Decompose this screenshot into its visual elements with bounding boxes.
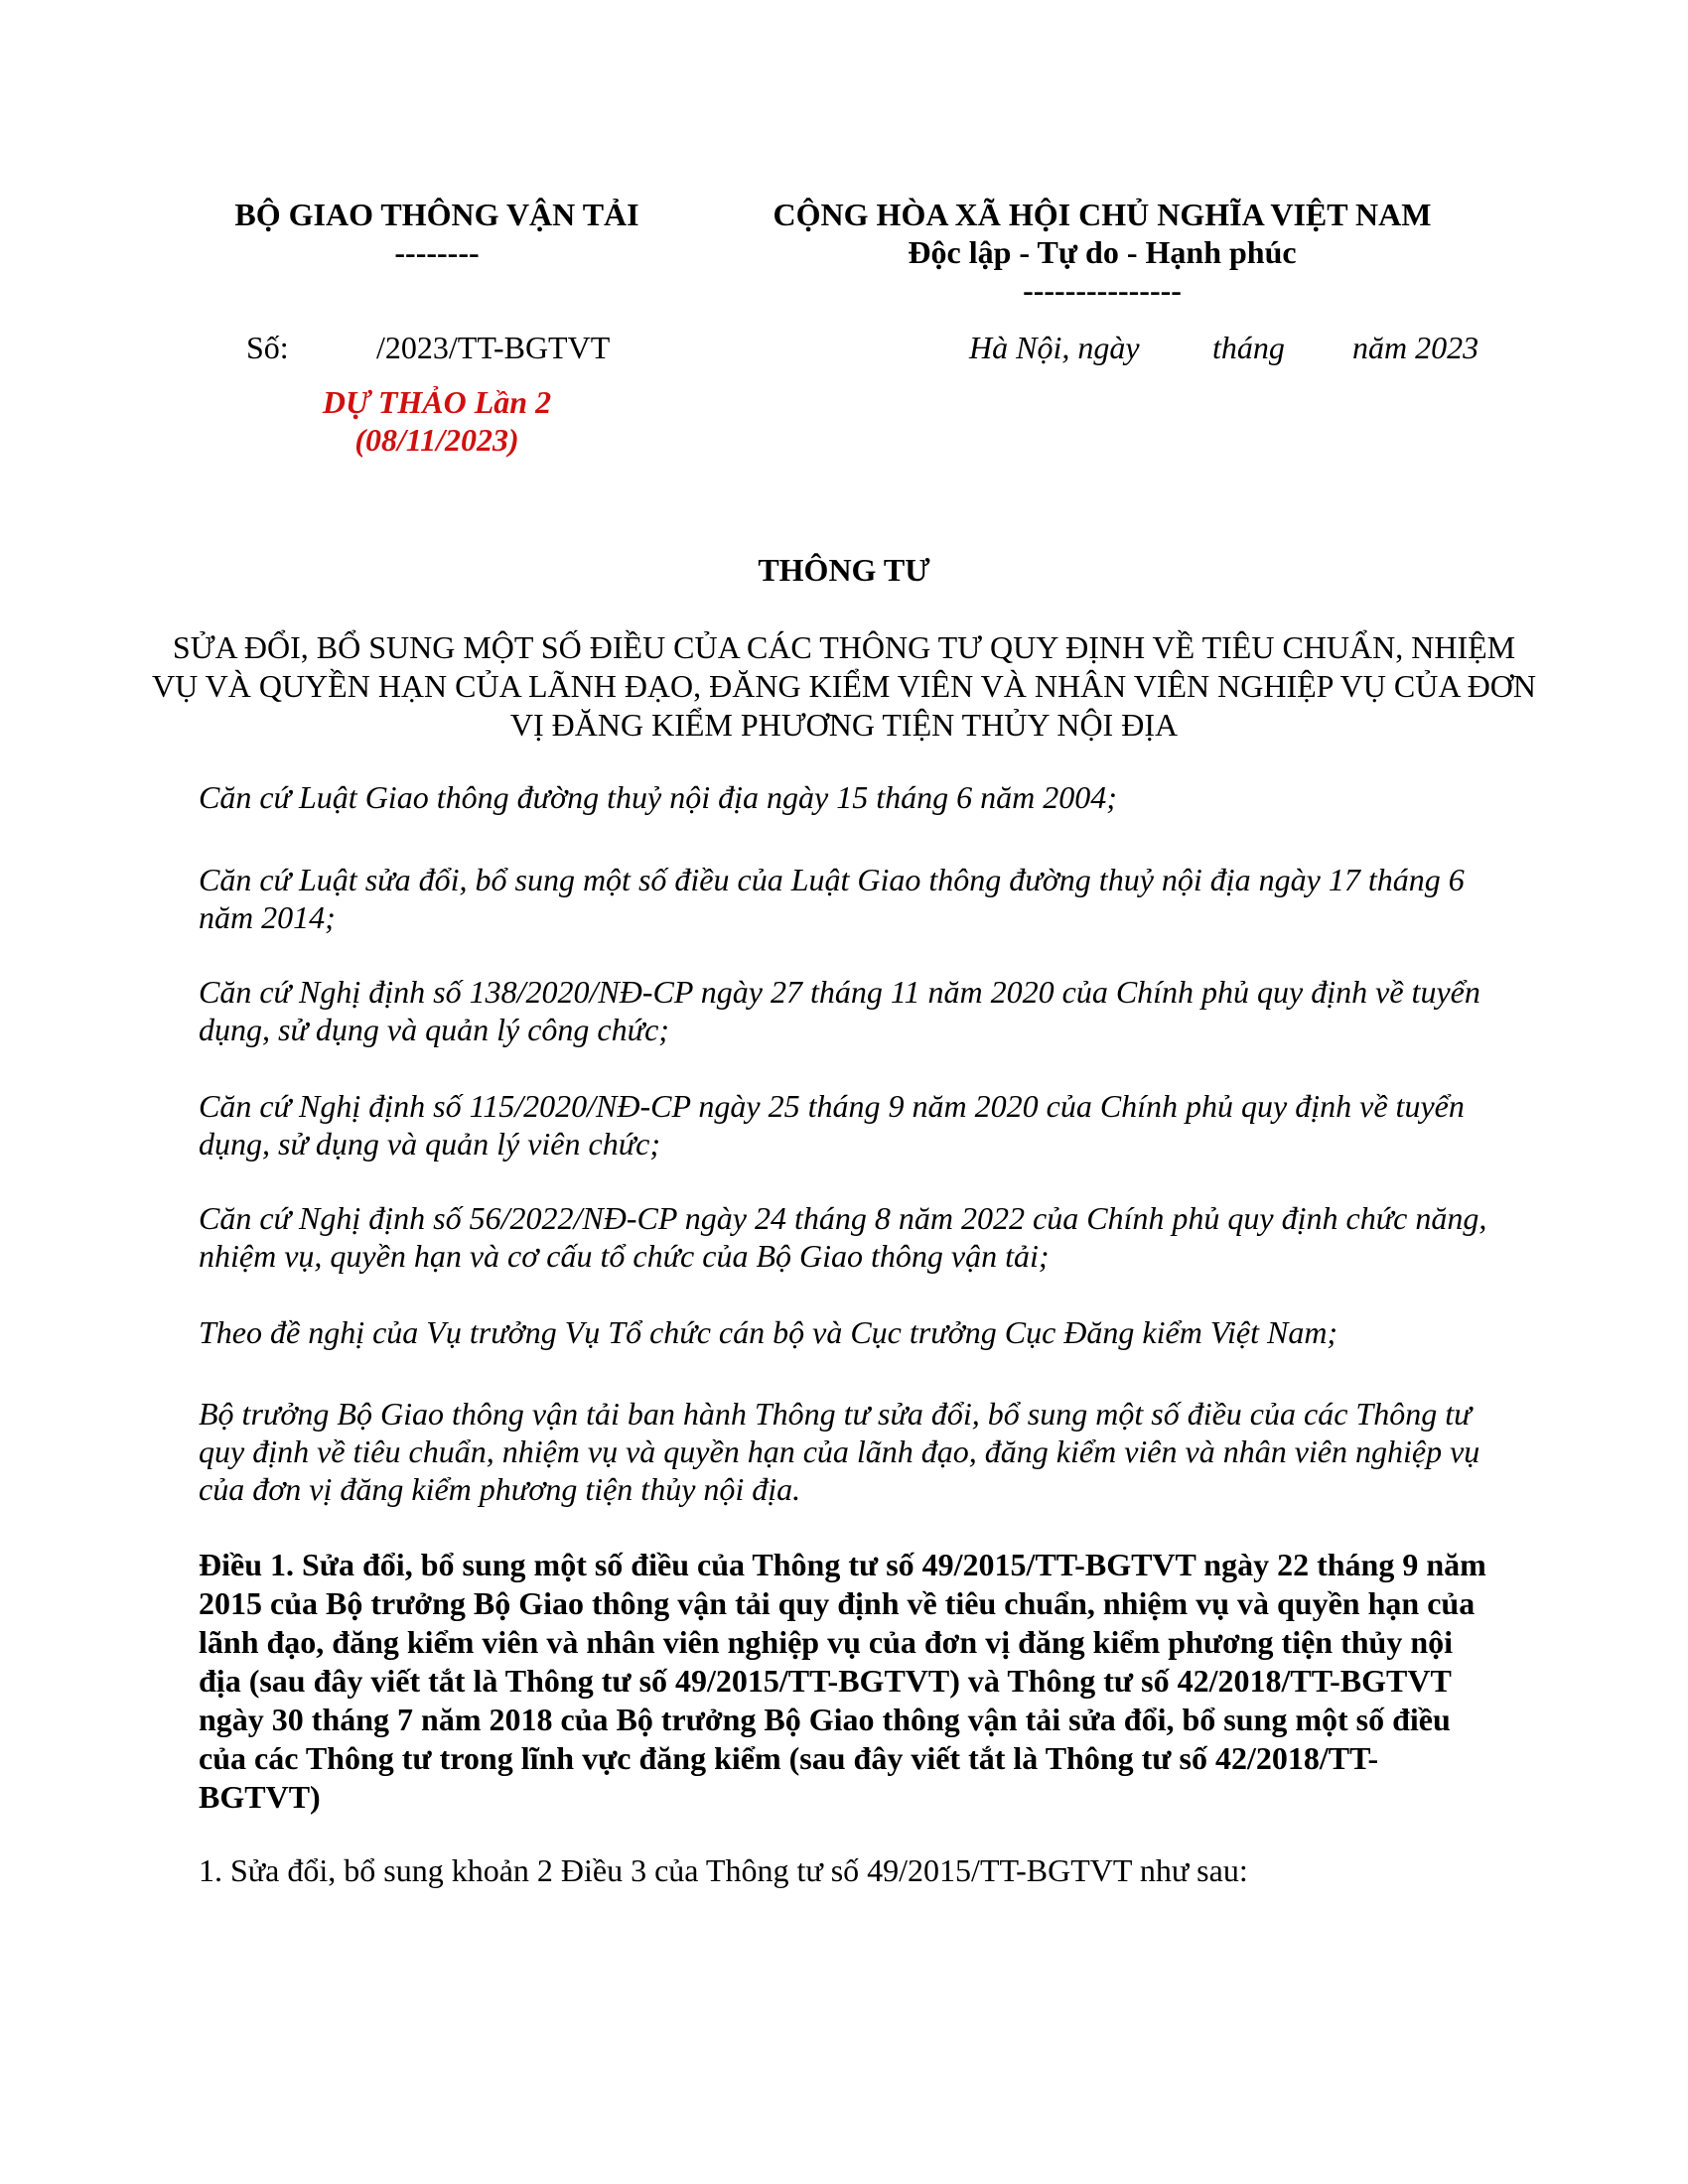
legal-basis-3: Căn cứ Nghị định số 138/2020/NĐ-CP ngày 27 tháng 11 năm 2020 của Chính phủ quy định về tuyển dụng, sử dụng và quản lý công chức; <box>199 974 1480 1047</box>
ministry-rule: -------- <box>394 234 480 270</box>
number-label: Số: <box>246 330 289 365</box>
place-date-prefix: Hà Nội, ngày <box>969 330 1140 365</box>
place-date-year: năm 2023 <box>1352 330 1479 365</box>
motto-rule: --------------- <box>1023 272 1182 308</box>
draft-label: DỰ THẢO Lần 2 <box>322 384 552 420</box>
article-1-item-1: 1. Sửa đổi, bổ sung khoản 2 Điều 3 của Thông tư số 49/2015/TT-BGTVT như sau: <box>199 1852 1248 1888</box>
number-value: /2023/TT-BGTVT <box>376 330 611 365</box>
document-subject-title: SỬA ĐỔI, BỔ SUNG MỘT SỐ ĐIỀU CỦA CÁC THÔNG TƯ QUY ĐỊNH VỀ TIÊU CHUẨN, NHIỆM VỤ VÀ QUYỀN HẠN CỦA LÃNH ĐẠO, ĐĂNG KIỂM VIÊN VÀ NHÂN VIÊN NGHIỆP VỤ CỦA ĐƠN VỊ ĐĂNG KIỂM PHƯƠNG TIỆN THỦY NỘI ĐỊA <box>151 629 1537 743</box>
document-type-title: THÔNG TƯ <box>758 552 930 588</box>
national-motto: Độc lập - Tự do - Hạnh phúc <box>908 234 1297 270</box>
ministry-name: BỘ GIAO THÔNG VẬN TẢI <box>234 197 639 232</box>
legal-basis-2: Căn cứ Luật sửa đổi, bổ sung một số điều của Luật Giao thông đường thuỷ nội địa ngày 17 tháng 6 năm 2014; <box>199 862 1465 935</box>
place-date-month: tháng <box>1212 330 1285 365</box>
legal-basis-5: Căn cứ Nghị định số 56/2022/NĐ-CP ngày 24 tháng 8 năm 2022 của Chính phủ quy định chức năng, nhiệm vụ, quyền hạn và cơ cấu tổ chức của Bộ Giao thông vận tải; <box>199 1200 1487 1274</box>
country-name: CỘNG HÒA XÃ HỘI CHỦ NGHĨA VIỆT NAM <box>773 197 1432 232</box>
legal-basis-4: Căn cứ Nghị định số 115/2020/NĐ-CP ngày 25 tháng 9 năm 2020 của Chính phủ quy định về tuyển dụng, sử dụng và quản lý viên chức; <box>199 1088 1465 1161</box>
proposal-basis: Theo đề nghị của Vụ trưởng Vụ Tổ chức cán bộ và Cục trưởng Cục Đăng kiểm Việt Nam; <box>199 1314 1338 1350</box>
article-1-heading: Điều 1. Sửa đổi, bổ sung một số điều của Thông tư số 49/2015/TT-BGTVT ngày 22 tháng 9 năm 2015 của Bộ trưởng Bộ Giao thông vận tải quy định về tiêu chuẩn, nhiệm vụ và quyền hạn của lãnh đạo, đăng kiểm viên và nhân viên nghiệp vụ của đơn vị đăng kiểm phương tiện thủy nội địa (sau đây viết tắt là Thông tư số 49/2015/TT-BGTVT) và Thông tư số 42/2018/TT-BGTVT ngày 30 tháng 7 năm 2018 của Bộ trưởng Bộ Giao thông vận tải sửa đổi, bổ sung một số điều của các Thông tư trong lĩnh vực đăng kiểm (sau đây viết tắt là Thông tư số 42/2018/TT-BGTVT) <box>199 1547 1486 1815</box>
draft-date: (08/11/2023) <box>354 422 519 458</box>
issuance-statement: Bộ trưởng Bộ Giao thông vận tải ban hành Thông tư sửa đổi, bổ sung một số điều của các Thông tư quy định về tiêu chuẩn, nhiệm vụ và quyền hạn của lãnh đạo, đăng kiểm viên và nhân viên nghiệp vụ của đơn vị đăng kiểm phương tiện thủy nội địa. <box>199 1396 1480 1507</box>
legal-basis-1: Căn cứ Luật Giao thông đường thuỷ nội địa ngày 15 tháng 6 năm 2004; <box>199 779 1117 815</box>
